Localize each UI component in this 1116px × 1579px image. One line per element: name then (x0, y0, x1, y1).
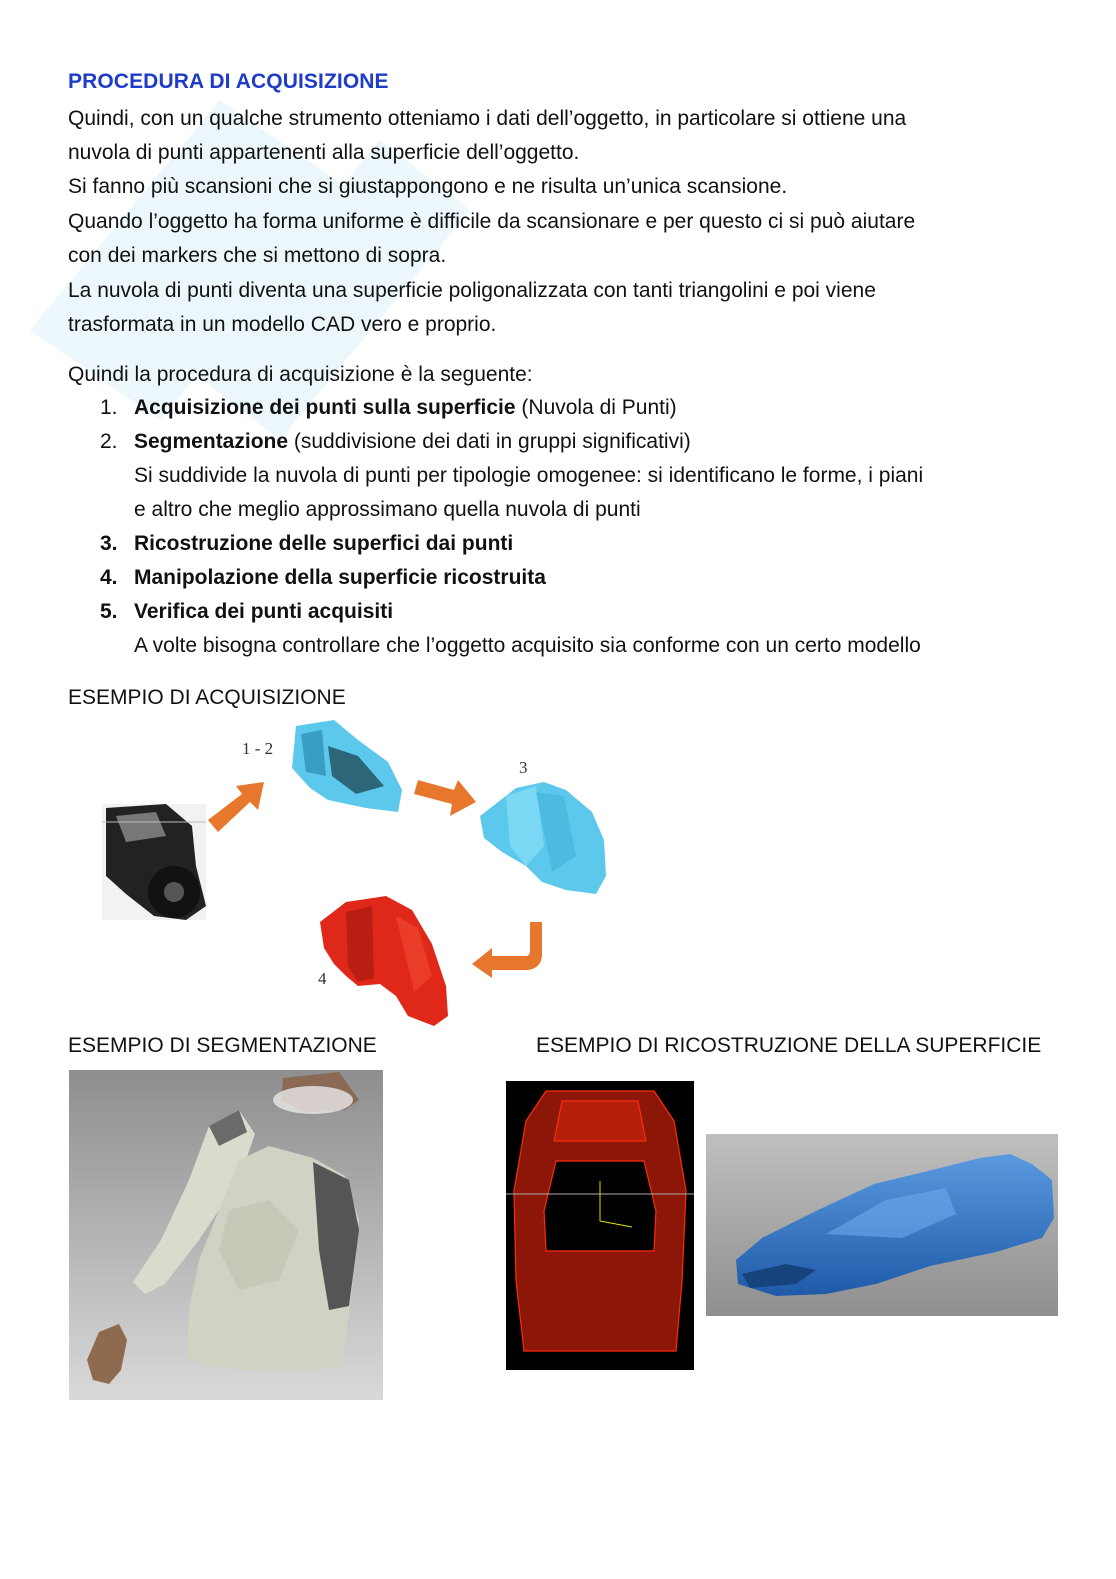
point-cloud-part (292, 720, 402, 812)
step-title: Segmentazione (134, 430, 289, 453)
arrow-icon (414, 780, 476, 816)
intro-line-7: trasformata in un modello CAD vero e proprio. (68, 313, 497, 336)
figure-label-step12: 1 - 2 (242, 739, 274, 758)
step-4 (68, 561, 1068, 595)
step-2 (68, 425, 1068, 527)
segmentation-example-label: ESEMPIO DI SEGMENTAZIONE (68, 1034, 377, 1057)
procedure-intro: Quindi la procedura di acquisizione è la seguente: (68, 363, 533, 386)
procedure-steps (68, 391, 1068, 663)
acquisition-example-label: ESEMPIO DI ACQUISIZIONE (68, 686, 346, 709)
intro-line-6: La nuvola di punti diventa una superficie poligonalizzata con tanti triangolini e poi viene (68, 279, 876, 302)
curved-arrow-icon (472, 922, 542, 978)
figure-label-step3: 3 (519, 758, 528, 777)
step-detail: e altro che meglio approssimano quella nuvola di punti (134, 498, 641, 521)
step-number: 1. (100, 396, 118, 419)
red-cad-model (320, 896, 448, 1026)
intro-line-1: Quindi, con un qualche strumento otteniamo i dati dell’oggetto, in particolare si ottiene una (68, 107, 907, 130)
cyan-cad-model (480, 782, 606, 894)
figure-label-step4: 4 (318, 969, 327, 988)
intro-line-5: con dei markers che si mettono di sopra. (68, 244, 447, 267)
wireframe-car-figure (506, 1081, 694, 1370)
step-title: Manipolazione della superficie ricostruita (134, 566, 546, 589)
step-detail: A volte bisogna controllare che l’oggetto acquisito sia conforme con un certo modello (134, 634, 921, 657)
step-number: 5. (100, 600, 118, 623)
scooter-photo (102, 804, 206, 920)
step-title: Ricostruzione delle superfici dai punti (134, 532, 514, 555)
step-rest: (Nuvola di Punti) (515, 396, 677, 419)
step-rest: (suddivisione dei dati in gruppi significativi) (288, 430, 691, 453)
acquisition-figure (96, 716, 636, 1032)
intro-line-4: Quando l’oggetto ha forma uniforme è difficile da scansionare e per questo ci si può aiutare (68, 210, 916, 233)
section-heading: PROCEDURA DI ACQUISIZIONE (68, 70, 389, 93)
step-number: 2. (100, 430, 118, 453)
segmentation-figure (69, 1070, 383, 1400)
intro-line-3: Si fanno più scansioni che si giustappongono e ne risulta un’unica scansione. (68, 175, 788, 198)
intro-line-2: nuvola di punti appartenenti alla superficie dell’oggetto. (68, 141, 580, 164)
step-1 (68, 391, 1068, 425)
wireframe-car (506, 1091, 694, 1351)
step-detail: Si suddivide la nuvola di punti per tipologie omogenee: si identificano le forme, i piani (134, 464, 924, 487)
step-5 (68, 595, 1068, 663)
step-3 (68, 527, 1068, 561)
step-title: Verifica dei punti acquisiti (134, 600, 394, 623)
step-title: Acquisizione dei punti sulla superficie (134, 396, 516, 419)
step-number: 4. (100, 566, 118, 589)
arrow-icon (208, 782, 264, 832)
step-number: 3. (100, 532, 118, 555)
reconstructed-car-figure (706, 1134, 1058, 1316)
reconstruction-example-label: ESEMPIO DI RICOSTRUZIONE DELLA SUPERFICIE (536, 1034, 1042, 1057)
